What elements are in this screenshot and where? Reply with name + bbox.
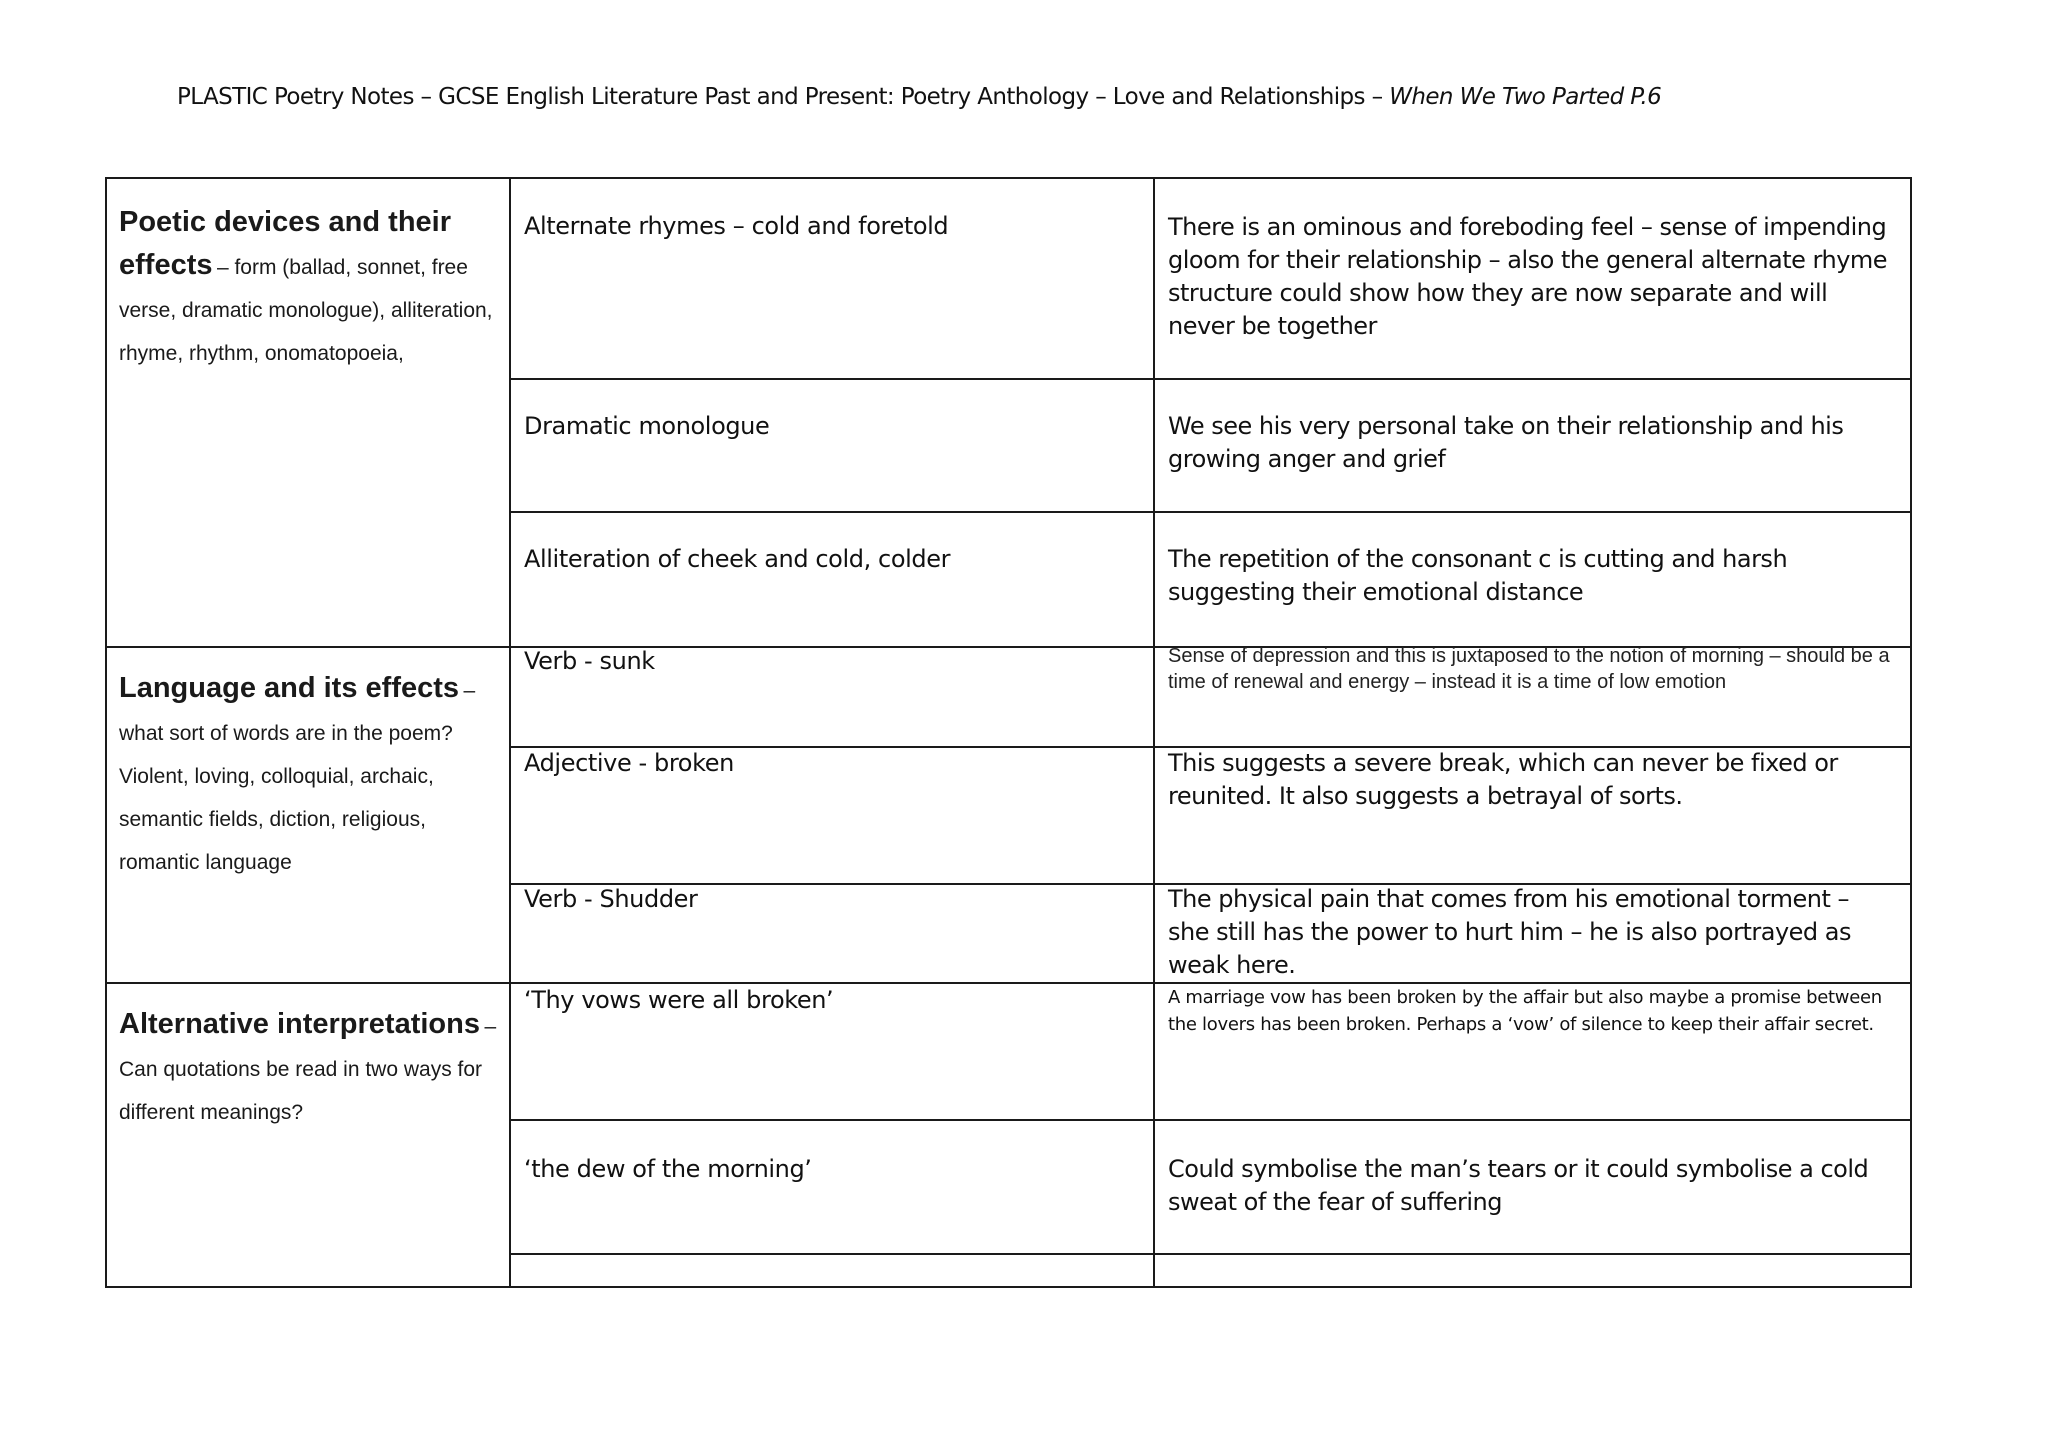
effect-cell: The physical pain that comes from his emotional torment – she still has the power to hurt him – he is also portrayed as weak here. xyxy=(1168,885,1852,979)
page-header xyxy=(177,84,1661,110)
section-label-poetic-devices xyxy=(119,201,499,375)
column-divider xyxy=(509,179,511,1286)
effect-cell: There is an ominous and foreboding feel – sense of impending gloom for their relationship – also the general alternate rhyme structure could show how they are now separate and will never be together xyxy=(1168,213,1888,340)
notes-table xyxy=(105,177,1912,1288)
section-description: – what sort of words are in the poem? Violent, loving, colloquial, archaic, semantic fields, diction, religious, romantic language xyxy=(119,679,476,874)
effect-cell: Could symbolise the man’s tears or it could symbolise a cold sweat of the fear of suffering xyxy=(1168,1155,1869,1216)
section-title: Alternative interpretations xyxy=(119,1008,480,1040)
effect-cell: Sense of depression and this is juxtaposed to the notion of morning – should be a time of renewal and energy – instead it is a time of low emotion xyxy=(1168,645,1890,693)
section-label-alternative-interpretations xyxy=(119,1003,499,1134)
row-divider xyxy=(509,511,1910,513)
device-cell: ‘the dew of the morning’ xyxy=(524,1155,812,1183)
effect-cell: A marriage vow has been broken by the affair but also maybe a promise between the lovers has been broken. Perhaps a ‘vow’ of silence to keep their affair secret. xyxy=(1168,987,1882,1035)
section-description: – form (ballad, sonnet, free verse, dramatic monologue), alliteration, rhyme, rhythm, onomatopoeia, xyxy=(119,256,493,365)
device-cell: ‘Thy vows were all broken’ xyxy=(524,986,834,1014)
effect-cell: This suggests a severe break, which can never be fixed or reunited. It also suggests a betrayal of sorts. xyxy=(1168,749,1838,810)
section-description: – Can quotations be read in two ways for different meanings? xyxy=(119,1015,497,1124)
section-title: Poetic devices and their effects xyxy=(119,206,452,281)
device-cell: Alliteration of cheek and cold, colder xyxy=(524,545,951,573)
effect-cell: The repetition of the consonant c is cutting and harsh suggesting their emotional distance xyxy=(1168,545,1788,606)
row-divider xyxy=(509,378,1910,380)
column-divider xyxy=(1153,179,1155,1286)
header-text: PLASTIC Poetry Notes – GCSE English Literature Past and Present: Poetry Anthology – Love and Relationships – xyxy=(177,84,1390,110)
row-divider xyxy=(509,1119,1910,1121)
device-cell: Verb - Shudder xyxy=(524,885,698,913)
section-label-language xyxy=(119,667,499,884)
device-cell: Verb - sunk xyxy=(524,647,655,675)
header-poem-title: When We Two Parted P.6 xyxy=(1389,84,1662,110)
section-title: Language and its effects xyxy=(119,672,460,704)
device-cell: Alternate rhymes – cold and foretold xyxy=(524,212,949,240)
device-cell: Adjective - broken xyxy=(524,749,734,777)
device-cell: Dramatic monologue xyxy=(524,412,770,440)
effect-cell: We see his very personal take on their relationship and his growing anger and grief xyxy=(1168,412,1844,473)
row-divider xyxy=(509,1253,1910,1255)
